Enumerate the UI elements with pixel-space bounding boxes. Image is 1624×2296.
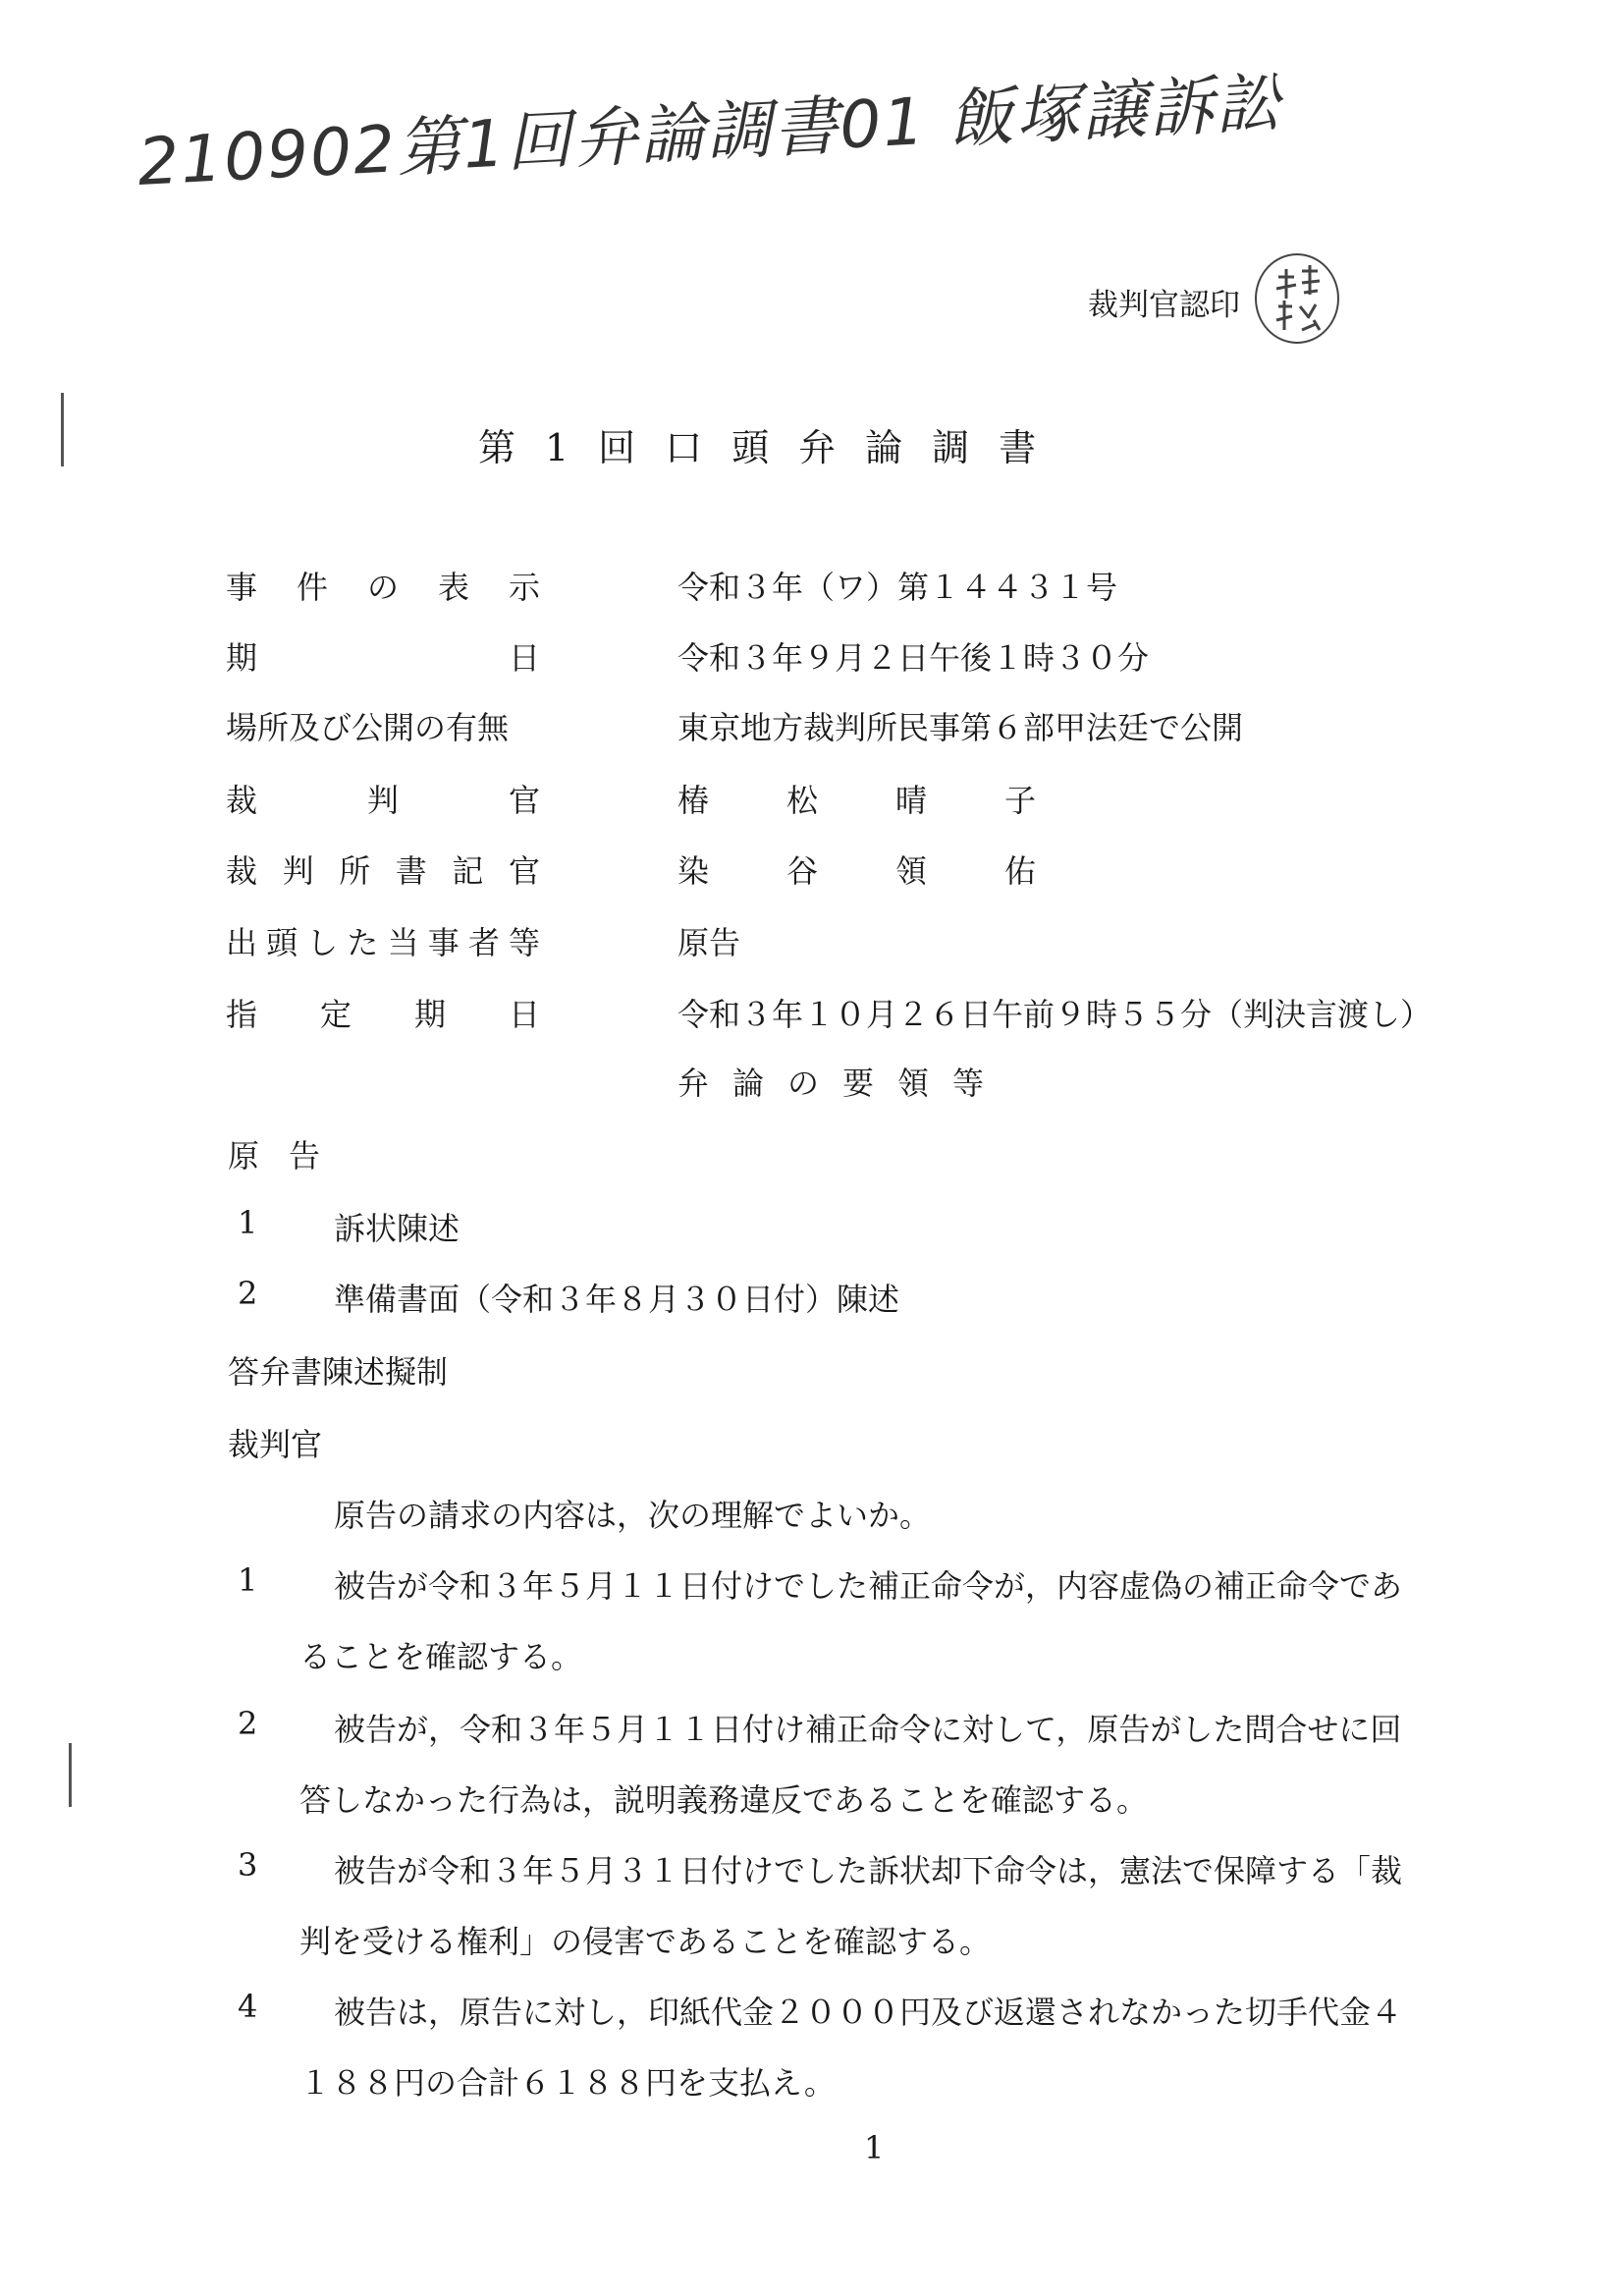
- judge-heading: 裁判官: [228, 1426, 323, 1463]
- plaintiff-item-text: 訴状陳述: [334, 1210, 460, 1247]
- claim-number: 4: [238, 1988, 258, 2025]
- judge-seal-stamp: [1255, 253, 1339, 344]
- field-value-case: 令和３年（ワ）第１４４３１号: [677, 569, 1118, 606]
- field-value-next-date: 令和３年１０月２６日午前９時５５分（判決言渡し）: [677, 996, 1433, 1033]
- answer-note: 答弁書陳述擬制: [228, 1353, 449, 1391]
- claim-number: 2: [238, 1705, 258, 1742]
- section-heading: 弁論の要領等: [677, 1065, 1008, 1102]
- field-label-clerk: 裁 判 所 書 記 官: [226, 852, 540, 890]
- field-label-next-date: 指 定 期 日: [226, 996, 540, 1033]
- scan-edge-mark: [61, 393, 64, 466]
- field-label-date: 期 日: [226, 639, 540, 677]
- field-value-date: 令和３年９月２日午後１時３０分: [677, 639, 1150, 677]
- seal-label: 裁判官認印: [1088, 288, 1240, 323]
- claim-text-line1: 被告が令和３年５月１１日付けでした補正命令が，内容虚偽の補正命令であ: [334, 1567, 1403, 1605]
- field-value-clerk: 染 谷 領 佑: [677, 852, 1036, 890]
- field-value-place: 東京地方裁判所民事第６部甲法廷で公開: [677, 709, 1244, 746]
- claim-number: 1: [238, 1561, 258, 1599]
- field-label-attendees: 出 頭 し た 当 事 者 等: [226, 924, 540, 961]
- claim-text-line2: 答しなかった行為は，説明義務違反であることを確認する。: [299, 1781, 1149, 1819]
- document-title: 第1回口頭弁論調書: [478, 426, 1066, 469]
- field-value-attendees: 原告: [677, 924, 741, 961]
- handwritten-note: 210902第1回弁論調書01 飯塚譲訴訟: [135, 64, 1284, 200]
- plaintiff-item-number: 1: [238, 1204, 258, 1241]
- field-label-case: 事 件 の 表 示: [226, 569, 540, 606]
- field-value-judge: 椿 松 晴 子: [677, 782, 1036, 819]
- field-label-place: 場所及び公開の有無: [226, 709, 510, 746]
- claim-text-line1: 被告は，原告に対し，印紙代金２０００円及び返還されなかった切手代金４: [334, 1994, 1403, 2031]
- plaintiff-item-number: 2: [238, 1275, 258, 1312]
- claim-text-line2: 判を受ける権利」の侵害であることを確認する。: [299, 1923, 992, 1960]
- claim-text-line2: ることを確認する。: [299, 1638, 583, 1675]
- claim-text-line1: 被告が，令和３年５月１１日付け補正命令に対して，原告がした問合せに回: [334, 1711, 1402, 1748]
- seal-stamp-icon: [1257, 255, 1337, 342]
- claim-number: 3: [238, 1846, 258, 1884]
- claim-text-line1: 被告が令和３年５月３１日付けでした訴状却下命令は，憲法で保障する「裁: [334, 1852, 1403, 1889]
- field-label-judge: 裁 判 官: [226, 782, 540, 819]
- plaintiff-item-text: 準備書面（令和３年８月３０日付）陳述: [334, 1281, 900, 1318]
- plaintiff-heading: 原告: [228, 1137, 351, 1175]
- judge-intro: 原告の請求の内容は，次の理解でよいか。: [334, 1497, 932, 1534]
- page-number: 1: [864, 2129, 885, 2166]
- scan-edge-mark: [69, 1743, 72, 1807]
- claim-text-line2: １８８円の合計６１８８円を支払え。: [299, 2064, 836, 2102]
